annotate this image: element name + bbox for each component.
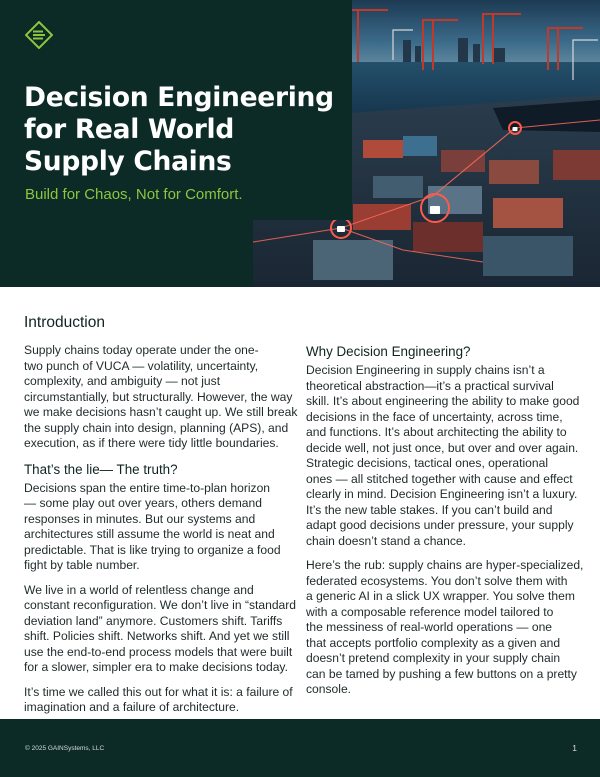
text-line: can be tamed by pushing a few buttons on a pretty bbox=[306, 666, 577, 681]
page-number: 1 bbox=[572, 743, 577, 753]
text-line: use the end-to-end process models that were built bbox=[24, 644, 293, 659]
text-line: two punch of VUCA — volatility, uncertainty, bbox=[24, 358, 259, 373]
text-line: and functions. It’s about architecting the ability to bbox=[306, 425, 567, 439]
text-line: deviation land” anymore. Customers shift. Tariffs bbox=[24, 613, 283, 628]
text-line: the messiness of real-world operations — one bbox=[306, 620, 553, 634]
copyright-text: © 2025 GAINSystems, LLC bbox=[25, 745, 105, 752]
text-line: Strategic decisions, tactical ones, operational bbox=[306, 456, 549, 470]
text-line: shift. Policies shift. Networks shift. And yet we still bbox=[24, 629, 290, 643]
failure-paragraph bbox=[24, 685, 296, 716]
text-line: decide well, not just once, but over and over again. bbox=[306, 440, 579, 455]
page-title bbox=[24, 82, 344, 178]
text-line: constant reconfiguration. We don’t live in “standard bbox=[24, 598, 297, 612]
text-line: console. bbox=[306, 682, 352, 696]
text-line: Supply chains today operate under the one- bbox=[24, 343, 259, 357]
text-line: ones — all stitched together with cause and effect bbox=[306, 471, 573, 486]
why-paragraph bbox=[306, 363, 578, 549]
title-line: Supply Chains bbox=[24, 146, 232, 177]
text-line: — some play out over years, others demand bbox=[24, 496, 262, 510]
text-line: We live in a world of relentless change and bbox=[24, 582, 254, 597]
text-line: with a composable reference model tailored to bbox=[306, 604, 554, 619]
text-line: fight by table number. bbox=[24, 558, 140, 572]
text-line: Here’s the rub: supply chains are hyper-specialized, bbox=[306, 558, 584, 572]
hero-title-panel bbox=[0, 0, 352, 220]
text-line: decisions in the face of uncertainty, across time, bbox=[306, 409, 563, 424]
text-line: It’s the new table stakes. If you can’t build and bbox=[306, 502, 553, 517]
text-line: It’s time we called this out for what it is: a failure of bbox=[24, 684, 293, 699]
why-decision-engineering-heading: Why Decision Engineering? bbox=[306, 344, 471, 359]
text-line: skill. It’s about engineering the ability to make good bbox=[306, 394, 580, 408]
text-line: theoretical abstraction—it’s a practical survival bbox=[306, 378, 554, 393]
text-line: responses in minutes. But our systems and bbox=[24, 511, 256, 526]
text-line: complexity, and ambiguity — not just bbox=[24, 374, 221, 388]
truth-heading: That’s the lie— The truth? bbox=[24, 461, 178, 477]
text-line: chain doesn’t stand a chance. bbox=[306, 533, 467, 548]
text-line: clearly in mind. Decision Engineering isn’t a luxury. bbox=[306, 487, 578, 501]
text-line: a generic AI in a slick UX wrapper. You solve them bbox=[306, 589, 575, 603]
text-line: predictable. That is like trying to organize a food bbox=[24, 542, 281, 557]
title-line: Decision Engineering bbox=[24, 82, 334, 113]
left-column bbox=[24, 313, 296, 725]
change-paragraph bbox=[24, 583, 296, 676]
text-line: circumstantially, but structurally. However, the way bbox=[24, 389, 293, 404]
right-column bbox=[306, 343, 584, 707]
page-subtitle: Build for Chaos, Not for Comfort. bbox=[25, 186, 243, 203]
text-line: Decisions span the entire time-to-plan horizon bbox=[24, 480, 271, 495]
text-line: execution, as if there were tidy little boundaries. bbox=[24, 436, 279, 450]
text-line: architectures still assume the world is neat and bbox=[24, 527, 275, 541]
hero-banner bbox=[0, 0, 600, 287]
gainsystems-logo-icon bbox=[25, 21, 53, 49]
introduction-paragraph bbox=[24, 343, 296, 452]
text-line: imagination and a failure of architecture. bbox=[24, 700, 240, 714]
text-line: the supply chain into design, planning (APS), and bbox=[24, 420, 289, 435]
text-line: federated ecosystems. You don’t solve them with bbox=[306, 573, 568, 588]
rub-paragraph bbox=[306, 558, 584, 698]
text-line: for a slower, simpler era to make decisions today. bbox=[24, 660, 288, 674]
title-line: for Real World bbox=[24, 114, 235, 145]
truth-paragraph bbox=[24, 481, 296, 574]
text-line: that accepts portfolio complexity as a given and bbox=[306, 635, 561, 650]
text-line: adapt good decisions under pressure, your supply bbox=[306, 518, 574, 532]
page-footer bbox=[0, 719, 600, 777]
text-line: doesn’t pretend complexity in your supply chain bbox=[306, 651, 561, 665]
text-line: we make decisions hasn’t caught up. We still break bbox=[24, 405, 298, 419]
introduction-heading: Introduction bbox=[24, 314, 105, 331]
text-line: Decision Engineering in supply chains isn’t a bbox=[306, 363, 545, 377]
